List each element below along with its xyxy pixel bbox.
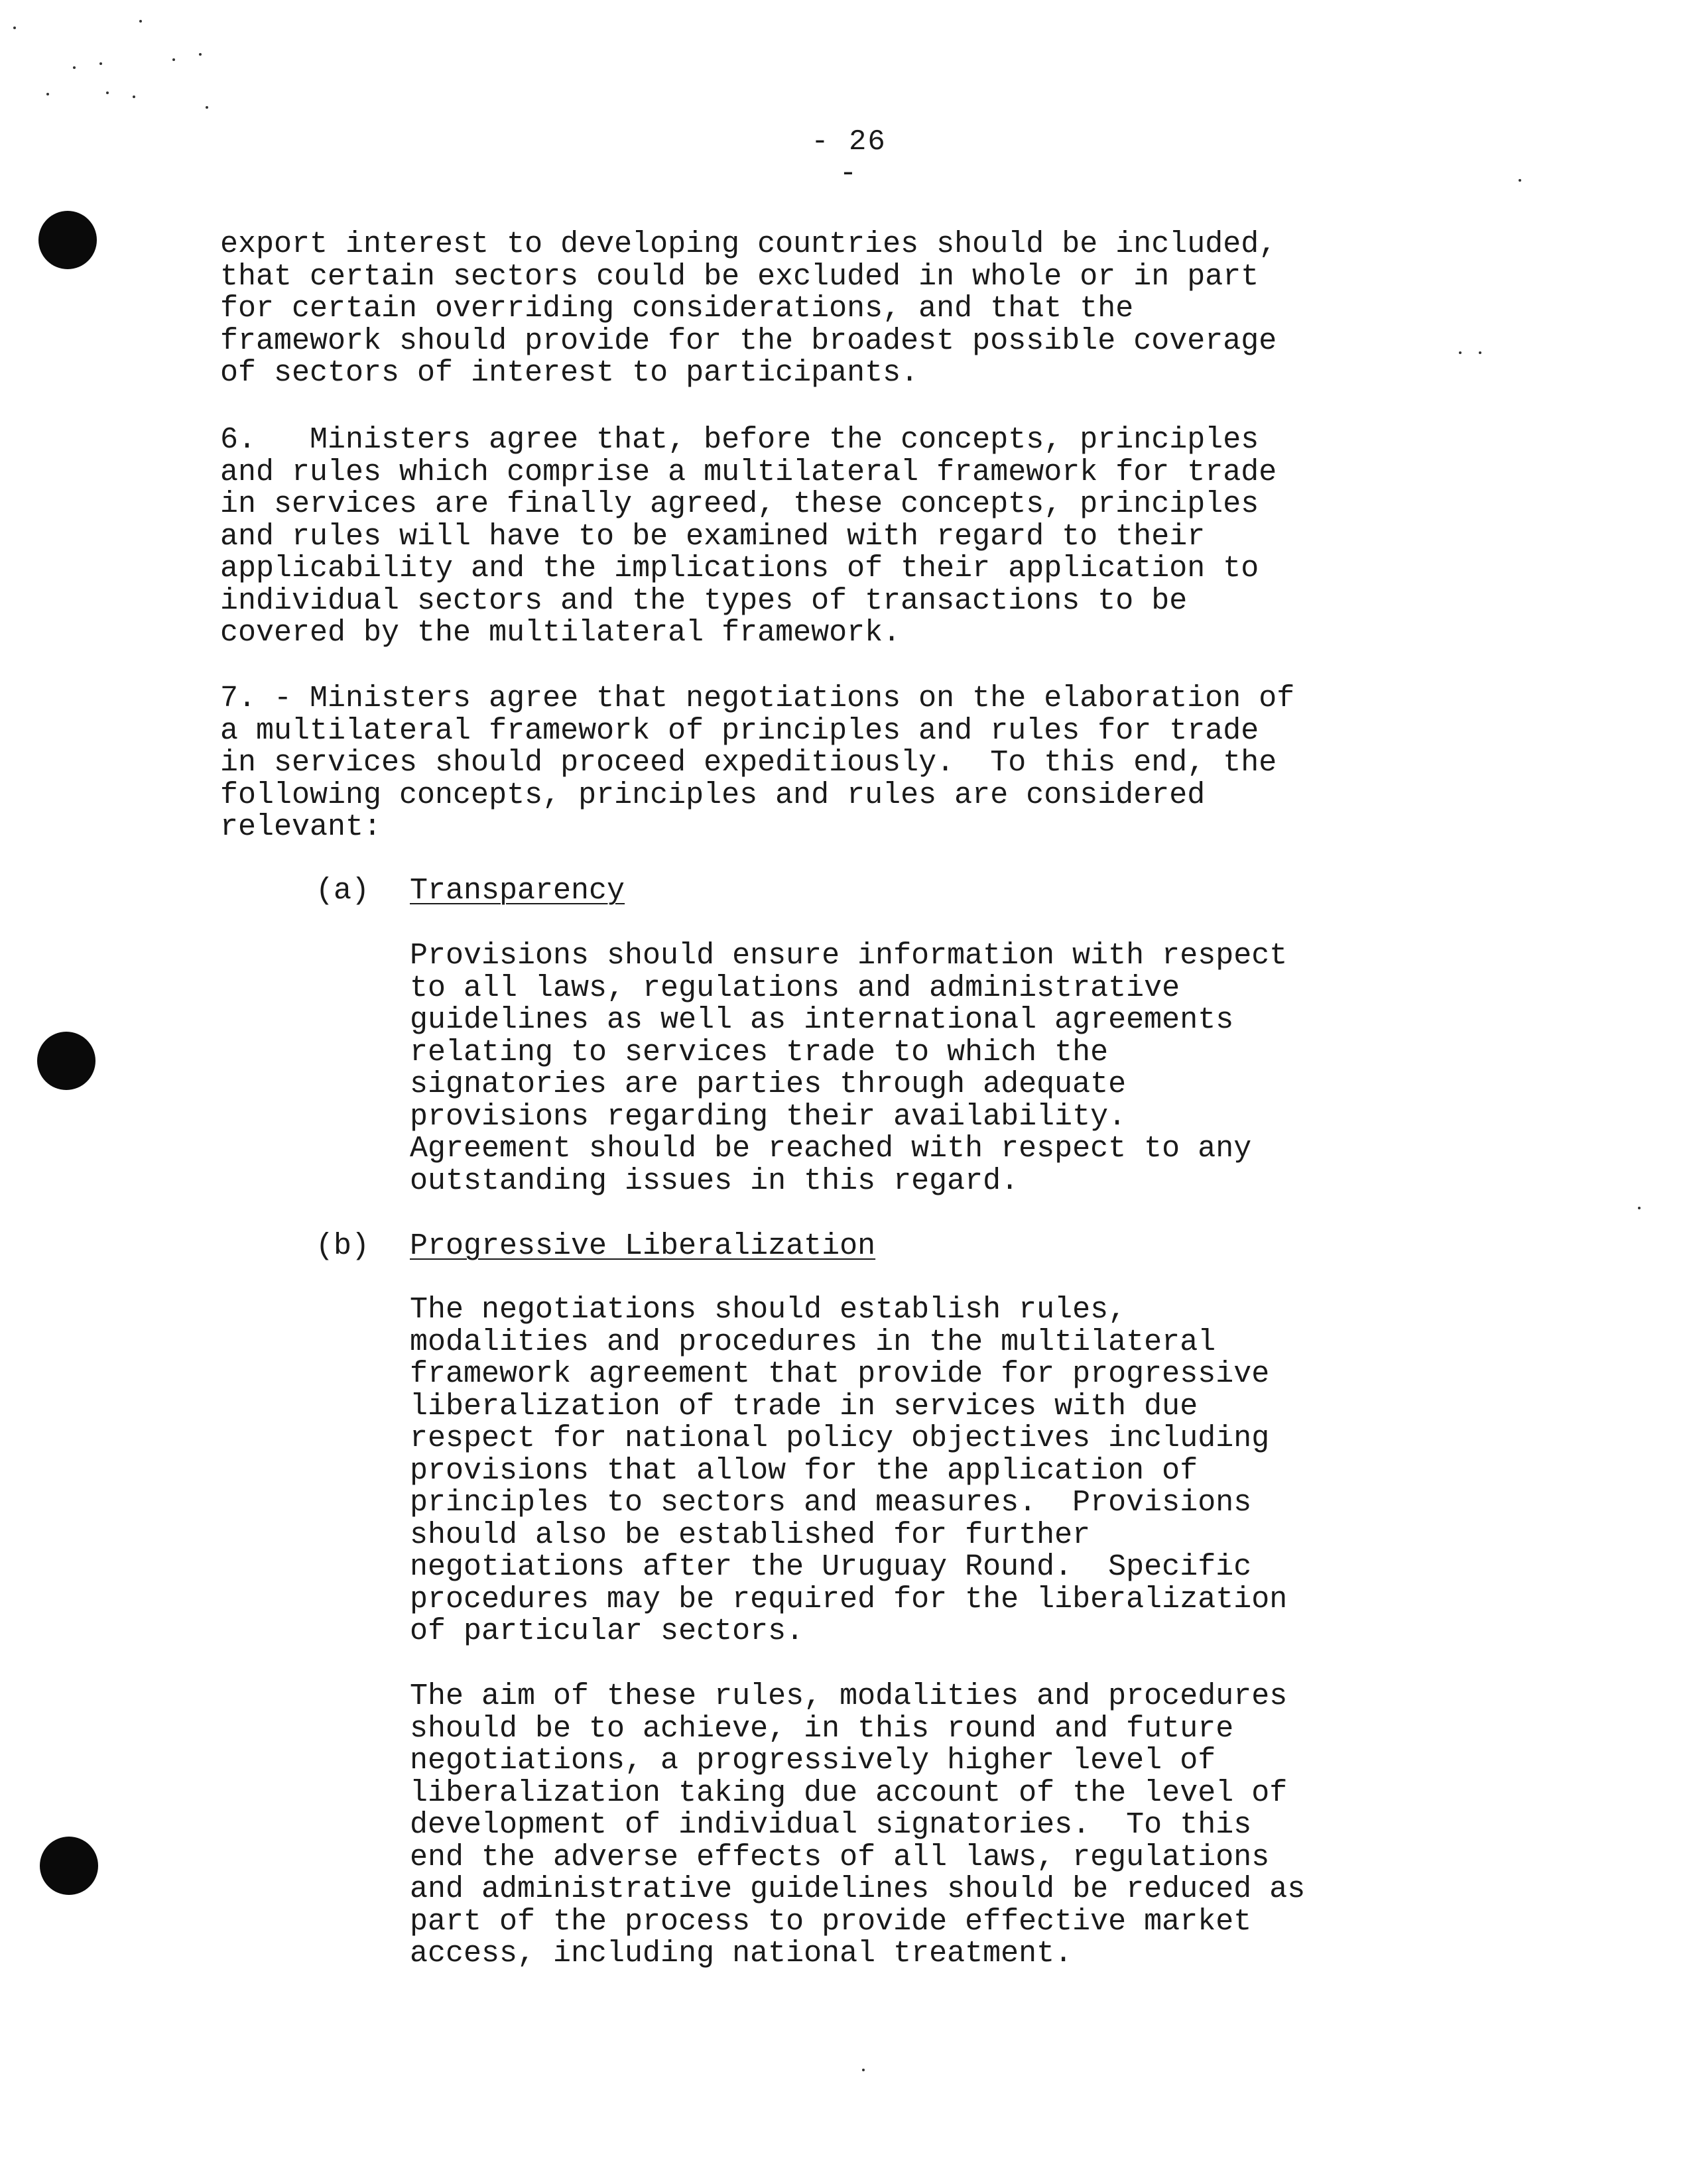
scan-speck	[46, 93, 49, 95]
punch-hole-top	[38, 211, 97, 269]
item-a-label: (a)	[316, 874, 370, 908]
item-a-heading: Transparency	[410, 874, 625, 908]
paragraph-7: 7. - Ministers agree that negotiations on the elaboration of a multilateral framework of principles and rules for trade in services should proceed expeditiously. To this end, the following concepts, principles and rules are considered relevant:	[220, 682, 1295, 844]
page-number: - 26 -	[811, 125, 887, 190]
scan-speck	[199, 53, 202, 56]
item-b-body-2: The aim of these rules, modalities and procedures should be to achieve, in this round and future negotiations, a progressively higher level of liberalization taking due account of the level of development of individual signatories. To this end the adverse effects of all laws, regulations and administrative guidelines should be reduced as part of the process to provide effective market access, including national treatment.	[410, 1679, 1306, 1971]
paragraph-6: 6. Ministers agree that, before the concepts, principles and rules which comprise a multilateral framework for trade in services are finally agreed, these concepts, principles and rules will have to be examined with regard to their applicability and the implications of their application to individual sectors and the types of transactions to be covered by the multilateral framework.	[220, 423, 1277, 650]
item-b-label: (b)	[316, 1229, 370, 1263]
item-b-heading: Progressive Liberalization	[410, 1229, 876, 1263]
scan-speck	[73, 66, 76, 69]
item-a-body: Provisions should ensure information with respect to all laws, regulations and administrative guidelines as well as international agreements relating to services trade to which the signatories are parties through adequate provisions regarding their availability. Agreement should be reached with respect to any outstanding issues in this regard.	[410, 939, 1288, 1198]
scan-speck	[1459, 351, 1462, 354]
scan-speck	[1638, 1207, 1641, 1209]
scan-speck	[106, 91, 109, 94]
item-b-body-1: The negotiations should establish rules, modalities and procedures in the multilateral framework agreement that provide for progressive liberalization of trade in services with due respect for national policy objectives including provisions that allow for the application of principles to sectors and measures. Provisions should also be established for further negotiations after the Uruguay Round. Specific procedures may be required for the liberalization of particular sectors.	[410, 1293, 1288, 1648]
scan-speck	[13, 27, 16, 29]
scan-speck	[1479, 351, 1481, 354]
scan-speck	[862, 2069, 865, 2071]
scan-speck	[99, 62, 102, 65]
scan-speck	[1519, 179, 1521, 182]
scan-speck	[139, 20, 142, 23]
scan-speck	[206, 106, 208, 109]
scan-speck	[133, 95, 135, 98]
punch-hole-middle	[37, 1032, 95, 1090]
punch-hole-bottom	[40, 1837, 98, 1895]
scan-speck	[172, 58, 175, 61]
intro-paragraph: export interest to developing countries should be included, that certain sectors could be excluded in whole or in part for certain overriding considerations, and that the framework should provide for the broadest possible coverage of sectors of interest to participants.	[220, 227, 1277, 390]
